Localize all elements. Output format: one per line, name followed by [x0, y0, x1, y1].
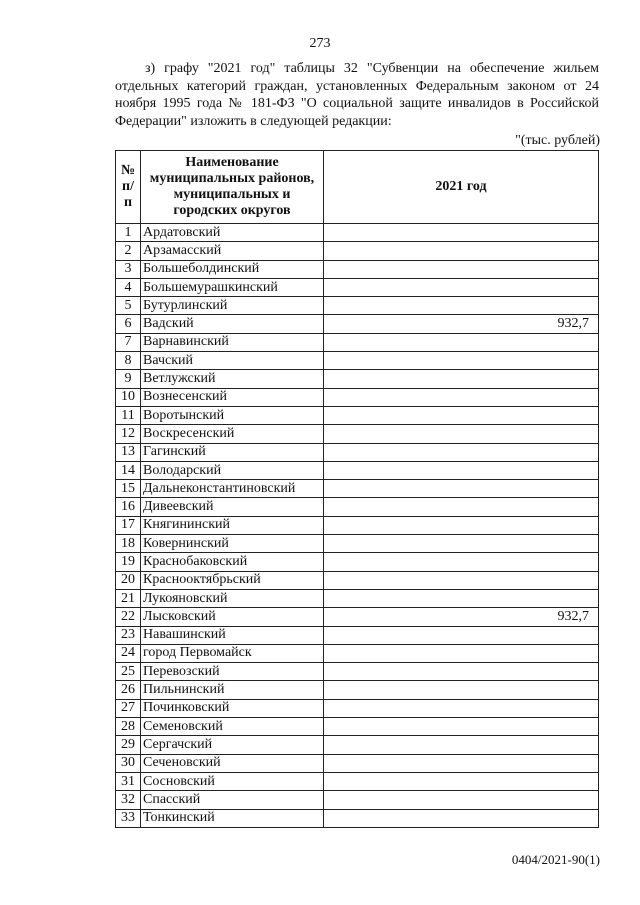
row-name: Ардатовский — [141, 224, 324, 242]
row-value: 932,7 — [324, 608, 599, 626]
page-number: 273 — [309, 36, 331, 51]
table-row — [116, 516, 599, 534]
header-year: 2021 год — [324, 151, 599, 224]
row-value — [324, 699, 599, 717]
row-number: 28 — [116, 718, 141, 736]
row-name: Большеболдинский — [141, 260, 324, 278]
row-name: Пильнинский — [141, 681, 324, 699]
row-name: Ковернинский — [141, 535, 324, 553]
table-row — [116, 681, 599, 699]
row-value — [324, 571, 599, 589]
row-number: 18 — [116, 535, 141, 553]
row-number: 31 — [116, 772, 141, 790]
row-number: 5 — [116, 297, 141, 315]
row-number: 9 — [116, 370, 141, 388]
row-number: 25 — [116, 663, 141, 681]
row-name: Княгининский — [141, 516, 324, 534]
table-row — [116, 553, 599, 571]
row-value — [324, 663, 599, 681]
row-name: Лысковский — [141, 608, 324, 626]
row-name: Гагинский — [141, 443, 324, 461]
row-value — [324, 626, 599, 644]
table-row — [116, 589, 599, 607]
row-value — [324, 224, 599, 242]
row-number: 23 — [116, 626, 141, 644]
table-row — [116, 370, 599, 388]
document-code: 0404/2021-90(1) — [511, 852, 600, 867]
table-row — [116, 352, 599, 370]
row-name: Тонкинский — [141, 809, 324, 827]
table-row — [116, 297, 599, 315]
row-number: 10 — [116, 388, 141, 406]
row-name: Бутурлинский — [141, 297, 324, 315]
row-name: Воскресенский — [141, 425, 324, 443]
table-row — [116, 260, 599, 278]
row-name: Починковский — [141, 699, 324, 717]
row-number: 3 — [116, 260, 141, 278]
row-number: 20 — [116, 571, 141, 589]
row-name: Володарский — [141, 461, 324, 479]
row-number: 11 — [116, 406, 141, 424]
table-header-row — [116, 151, 599, 224]
row-value — [324, 589, 599, 607]
table-row — [116, 224, 599, 242]
row-value — [324, 443, 599, 461]
row-value — [324, 242, 599, 260]
table-row — [116, 718, 599, 736]
row-value — [324, 516, 599, 534]
row-number: 30 — [116, 754, 141, 772]
table-row — [116, 461, 599, 479]
row-number: 27 — [116, 699, 141, 717]
row-name: Навашинский — [141, 626, 324, 644]
table-row — [116, 736, 599, 754]
row-name: Вадский — [141, 315, 324, 333]
row-value — [324, 535, 599, 553]
row-value — [324, 736, 599, 754]
row-number: 21 — [116, 589, 141, 607]
row-name: Лукояновский — [141, 589, 324, 607]
row-name: Сеченовский — [141, 754, 324, 772]
row-number: 22 — [116, 608, 141, 626]
row-value — [324, 333, 599, 351]
table-row — [116, 626, 599, 644]
row-name: Семеновский — [141, 718, 324, 736]
row-number: 8 — [116, 352, 141, 370]
row-value — [324, 791, 599, 809]
table-row — [116, 388, 599, 406]
row-name: Дивеевский — [141, 498, 324, 516]
row-name: Варнавинский — [141, 333, 324, 351]
row-number: 19 — [116, 553, 141, 571]
row-name: город Первомайск — [141, 644, 324, 662]
table-row — [116, 406, 599, 424]
table-row — [116, 498, 599, 516]
table-row — [116, 443, 599, 461]
header-name: Наименование муниципальных районов, муниципальных и городских округов — [141, 151, 324, 224]
row-value: 932,7 — [324, 315, 599, 333]
row-name: Сосновский — [141, 772, 324, 790]
row-value — [324, 754, 599, 772]
row-value — [324, 352, 599, 370]
row-number: 12 — [116, 425, 141, 443]
row-value — [324, 681, 599, 699]
row-number: 13 — [116, 443, 141, 461]
row-number: 7 — [116, 333, 141, 351]
row-name: Воротынский — [141, 406, 324, 424]
row-value — [324, 718, 599, 736]
row-value — [324, 388, 599, 406]
row-value — [324, 461, 599, 479]
row-value — [324, 406, 599, 424]
table-row — [116, 278, 599, 296]
row-value — [324, 644, 599, 662]
table-row — [116, 772, 599, 790]
intro-text: з) графу "2021 год" таблицы 32 "Субвенции на обеспечение жильем отдельных категорий граждан, установленных Федеральным законом от 24 ноября 1995 года № 181-ФЗ "О социальной защите инвалидов в Российской Федерации" изложить в следующей редакции: — [115, 61, 599, 129]
table-row — [116, 535, 599, 553]
row-value — [324, 278, 599, 296]
table-row — [116, 315, 599, 333]
row-number: 14 — [116, 461, 141, 479]
header-num: № п/п — [116, 151, 141, 224]
table-row — [116, 425, 599, 443]
row-name: Арзамасский — [141, 242, 324, 260]
row-number: 15 — [116, 480, 141, 498]
table-row — [116, 242, 599, 260]
table-row — [116, 333, 599, 351]
row-name: Большемурашкинский — [141, 278, 324, 296]
table-row — [116, 644, 599, 662]
table-row — [116, 663, 599, 681]
row-number: 32 — [116, 791, 141, 809]
row-name: Ветлужский — [141, 370, 324, 388]
table-row — [116, 791, 599, 809]
row-number: 26 — [116, 681, 141, 699]
row-number: 24 — [116, 644, 141, 662]
row-name: Дальнеконстантиновский — [141, 480, 324, 498]
row-number: 33 — [116, 809, 141, 827]
intro-paragraph — [115, 60, 599, 130]
row-number: 6 — [116, 315, 141, 333]
row-value — [324, 498, 599, 516]
row-number: 2 — [116, 242, 141, 260]
row-name: Краснобаковский — [141, 553, 324, 571]
row-name: Спасский — [141, 791, 324, 809]
row-name: Вознесенский — [141, 388, 324, 406]
row-value — [324, 809, 599, 827]
row-number: 29 — [116, 736, 141, 754]
row-number: 16 — [116, 498, 141, 516]
table-row — [116, 480, 599, 498]
table-row — [116, 754, 599, 772]
units-label: "(тыс. рублей) — [515, 133, 600, 148]
row-number: 17 — [116, 516, 141, 534]
table-row — [116, 809, 599, 827]
table-row — [116, 608, 599, 626]
table-row — [116, 571, 599, 589]
row-name: Вачский — [141, 352, 324, 370]
row-value — [324, 425, 599, 443]
row-name: Перевозский — [141, 663, 324, 681]
table-body — [116, 224, 599, 828]
row-name: Сергачский — [141, 736, 324, 754]
row-value — [324, 480, 599, 498]
row-name: Краснооктябрьский — [141, 571, 324, 589]
row-value — [324, 772, 599, 790]
row-value — [324, 260, 599, 278]
row-number: 4 — [116, 278, 141, 296]
row-value — [324, 297, 599, 315]
row-value — [324, 370, 599, 388]
subventions-table — [115, 150, 599, 828]
row-value — [324, 553, 599, 571]
table-row — [116, 699, 599, 717]
row-number: 1 — [116, 224, 141, 242]
